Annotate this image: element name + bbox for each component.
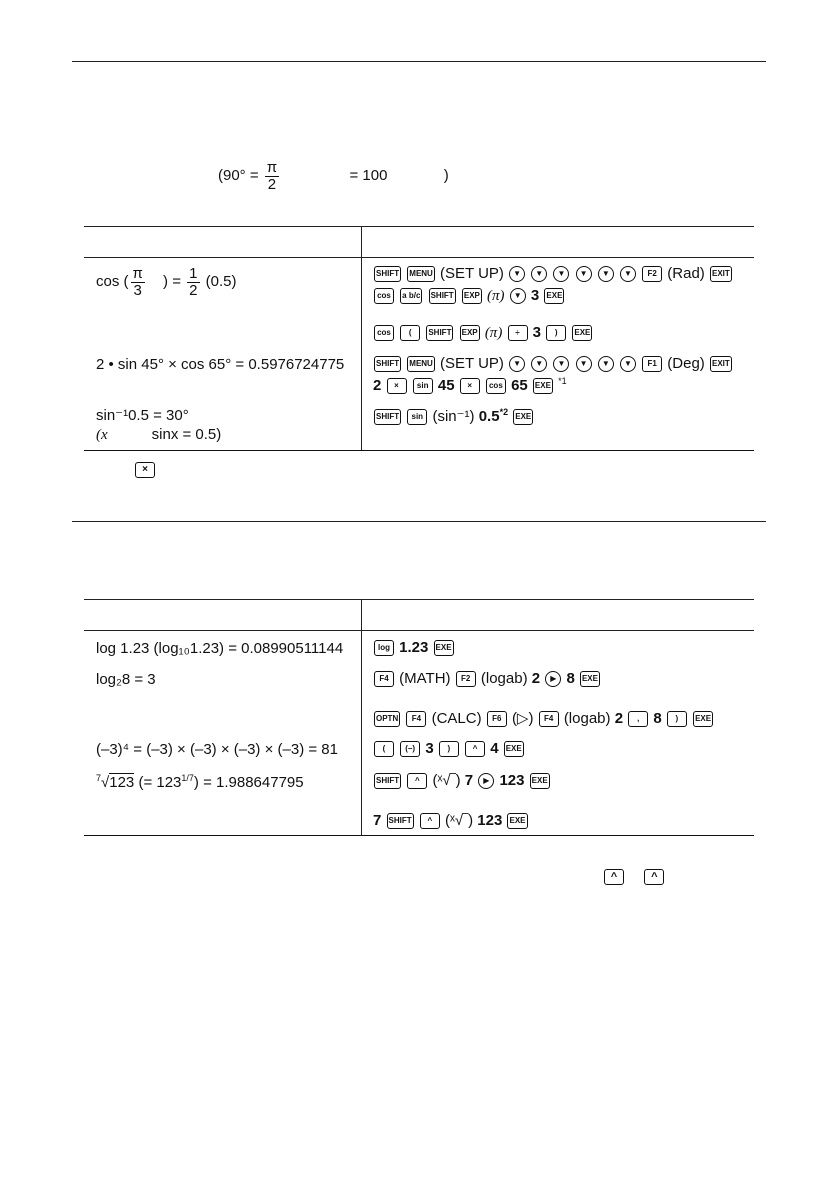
table2-top-rule bbox=[84, 599, 754, 600]
log-op-1: log 1.23 EXE bbox=[373, 639, 455, 656]
footnote-1 bbox=[134, 461, 156, 478]
exit-key: EXIT bbox=[710, 266, 732, 282]
f4-key: F4 bbox=[539, 711, 559, 727]
power-example: (–3)⁴ = (–3) × (–3) × (–3) × (–3) = 81 bbox=[96, 741, 338, 758]
down-arrow-icon: ▼ bbox=[598, 266, 614, 282]
exe-key: EXE bbox=[513, 409, 533, 425]
down-arrow-icon: ▼ bbox=[531, 356, 547, 372]
down-arrow-icon: ▼ bbox=[509, 356, 525, 372]
f6-key: F6 bbox=[487, 711, 507, 727]
table1-header-rule bbox=[84, 257, 754, 258]
divide-key: ÷ bbox=[508, 325, 528, 341]
shift-key: SHIFT bbox=[374, 266, 401, 282]
down-arrow-icon: ▼ bbox=[553, 266, 569, 282]
root-op: SHIFT ^ (ˣ√‾) 7 ▶ 123 EXE bbox=[376, 772, 548, 789]
root-op-alt: 7 SHIFT ^ (ˣ√‾) 123 EXE bbox=[373, 812, 526, 829]
trig-op-arcsin: SHIFT sin (sin⁻¹) 0.5$^{*2}$ EXE bbox=[376, 407, 532, 425]
angle-conversion: (90° = $\frac{\pi}{2}$ = 100 ) bbox=[218, 159, 449, 193]
negative-key: (–) bbox=[400, 741, 420, 757]
multiply-key: × bbox=[135, 462, 155, 478]
power-key: ^ bbox=[407, 773, 427, 789]
close-paren-key: ) bbox=[546, 325, 566, 341]
down-arrow-icon: ▼ bbox=[598, 356, 614, 372]
exe-key: EXE bbox=[434, 640, 454, 656]
top-rule bbox=[72, 61, 766, 62]
cos-key: cos bbox=[374, 288, 394, 304]
exe-key: EXE bbox=[533, 378, 553, 394]
f4-key: F4 bbox=[374, 671, 394, 687]
exp-key: EXP bbox=[462, 288, 482, 304]
fraction-key: a b/c bbox=[400, 288, 422, 304]
cos-key: cos bbox=[374, 325, 394, 341]
table2-bottom-rule bbox=[84, 835, 754, 836]
footnote-marker: *2 bbox=[499, 407, 509, 417]
table2-header-rule bbox=[84, 630, 754, 631]
log-example-1: log 1.23 (log₁₀1.23) = 0.08990511144 bbox=[96, 640, 344, 657]
down-arrow-icon: ▼ bbox=[531, 266, 547, 282]
exe-key: EXE bbox=[530, 773, 550, 789]
down-arrow-icon: ▼ bbox=[576, 356, 592, 372]
menu-key: MENU bbox=[407, 266, 435, 282]
section-rule bbox=[72, 521, 766, 522]
exe-key: EXE bbox=[580, 671, 600, 687]
trig-op-rad-setup: SHIFT MENU (SET UP) ▼ ▼ ▼ ▼ ▼ ▼ F2 (Rad) EXIT bbox=[376, 265, 730, 282]
power-key: ^ bbox=[604, 869, 624, 885]
trig-op-cos-linear: cos ( SHIFT EXP (π) ÷ 3 ) EXE bbox=[373, 324, 593, 342]
power-op: ( (–) 3 ) ^ 4 EXE bbox=[373, 740, 525, 757]
right-arrow-icon: ▶ bbox=[545, 671, 561, 687]
trig-example-cos: cos ( $\frac{\pi}{3}$ ) = $\frac{1}{2}$ (0.5) bbox=[96, 265, 237, 299]
table1-column-divider bbox=[361, 226, 362, 451]
close-paren-key: ) bbox=[667, 711, 687, 727]
sin-key: sin bbox=[407, 409, 427, 425]
open-paren-key: ( bbox=[374, 741, 394, 757]
shift-key: SHIFT bbox=[429, 288, 456, 304]
multiply-key: × bbox=[387, 378, 407, 394]
exit-key: EXIT bbox=[710, 356, 732, 372]
trig-op-deg-setup: SHIFT MENU (SET UP) ▼ ▼ ▼ ▼ ▼ ▼ F1 (Deg) EXIT bbox=[376, 355, 730, 372]
exp-key: EXP bbox=[460, 325, 480, 341]
down-arrow-icon: ▼ bbox=[553, 356, 569, 372]
optn-key: OPTN bbox=[374, 711, 400, 727]
note-keys bbox=[603, 868, 665, 885]
exe-key: EXE bbox=[507, 813, 527, 829]
log-op-2-alt: OPTN F4 (CALC) F6 (▷) F4 (logab) 2 , 8 ) EXE bbox=[376, 710, 712, 727]
shift-key: SHIFT bbox=[426, 325, 453, 341]
shift-key: SHIFT bbox=[387, 813, 414, 829]
shift-key: SHIFT bbox=[374, 409, 401, 425]
table1-top-rule bbox=[84, 226, 754, 227]
power-key: ^ bbox=[644, 869, 664, 885]
cos-key: cos bbox=[486, 378, 506, 394]
log-example-2: log₂8 = 3 bbox=[96, 671, 156, 688]
down-arrow-icon: ▼ bbox=[510, 288, 526, 304]
f2-key: F2 bbox=[456, 671, 476, 687]
log-op-2: F4 (MATH) F2 (logab) 2 ▶ 8 EXE bbox=[373, 670, 601, 687]
down-arrow-icon: ▼ bbox=[509, 266, 525, 282]
close-paren-key: ) bbox=[439, 741, 459, 757]
exe-key: EXE bbox=[693, 711, 713, 727]
sin-key: sin bbox=[413, 378, 433, 394]
multiply-key: × bbox=[460, 378, 480, 394]
radical-icon: √ bbox=[101, 774, 110, 791]
exe-key: EXE bbox=[504, 741, 524, 757]
down-arrow-icon: ▼ bbox=[620, 266, 636, 282]
f2-key: F2 bbox=[642, 266, 662, 282]
f4-key: F4 bbox=[406, 711, 426, 727]
comma-key: , bbox=[628, 711, 648, 727]
footnote-marker: *1 bbox=[558, 376, 567, 386]
menu-key: MENU bbox=[407, 356, 435, 372]
exe-key: EXE bbox=[544, 288, 564, 304]
right-arrow-icon: ▶ bbox=[478, 773, 494, 789]
table2-column-divider bbox=[361, 599, 362, 836]
down-arrow-icon: ▼ bbox=[576, 266, 592, 282]
shift-key: SHIFT bbox=[374, 773, 401, 789]
down-arrow-icon: ▼ bbox=[620, 356, 636, 372]
power-key: ^ bbox=[465, 741, 485, 757]
table1-bottom-rule bbox=[84, 450, 754, 451]
trig-op-sin45-cos65: 2 × sin 45 × cos 65 EXE $^{*1}$ bbox=[373, 376, 567, 394]
shift-key: SHIFT bbox=[374, 356, 401, 372]
trig-op-cos-pi: cos a b/c SHIFT EXP (π) ▼ 3 EXE bbox=[373, 287, 565, 305]
trig-example-arcsin: sin⁻¹0.5 = 30° (x sinx = 0.5) bbox=[96, 407, 222, 443]
root-example: $^7$√123 (= $123^{1/7}) = 1.988647795$ bbox=[96, 773, 304, 791]
open-paren-key: ( bbox=[400, 325, 420, 341]
log-key: log bbox=[374, 640, 394, 656]
exe-key: EXE bbox=[572, 325, 592, 341]
f1-key: F1 bbox=[642, 356, 662, 372]
power-key: ^ bbox=[420, 813, 440, 829]
trig-example-sin-cos: 2 • sin 45° × cos 65° = 0.5976724775 bbox=[96, 356, 345, 373]
